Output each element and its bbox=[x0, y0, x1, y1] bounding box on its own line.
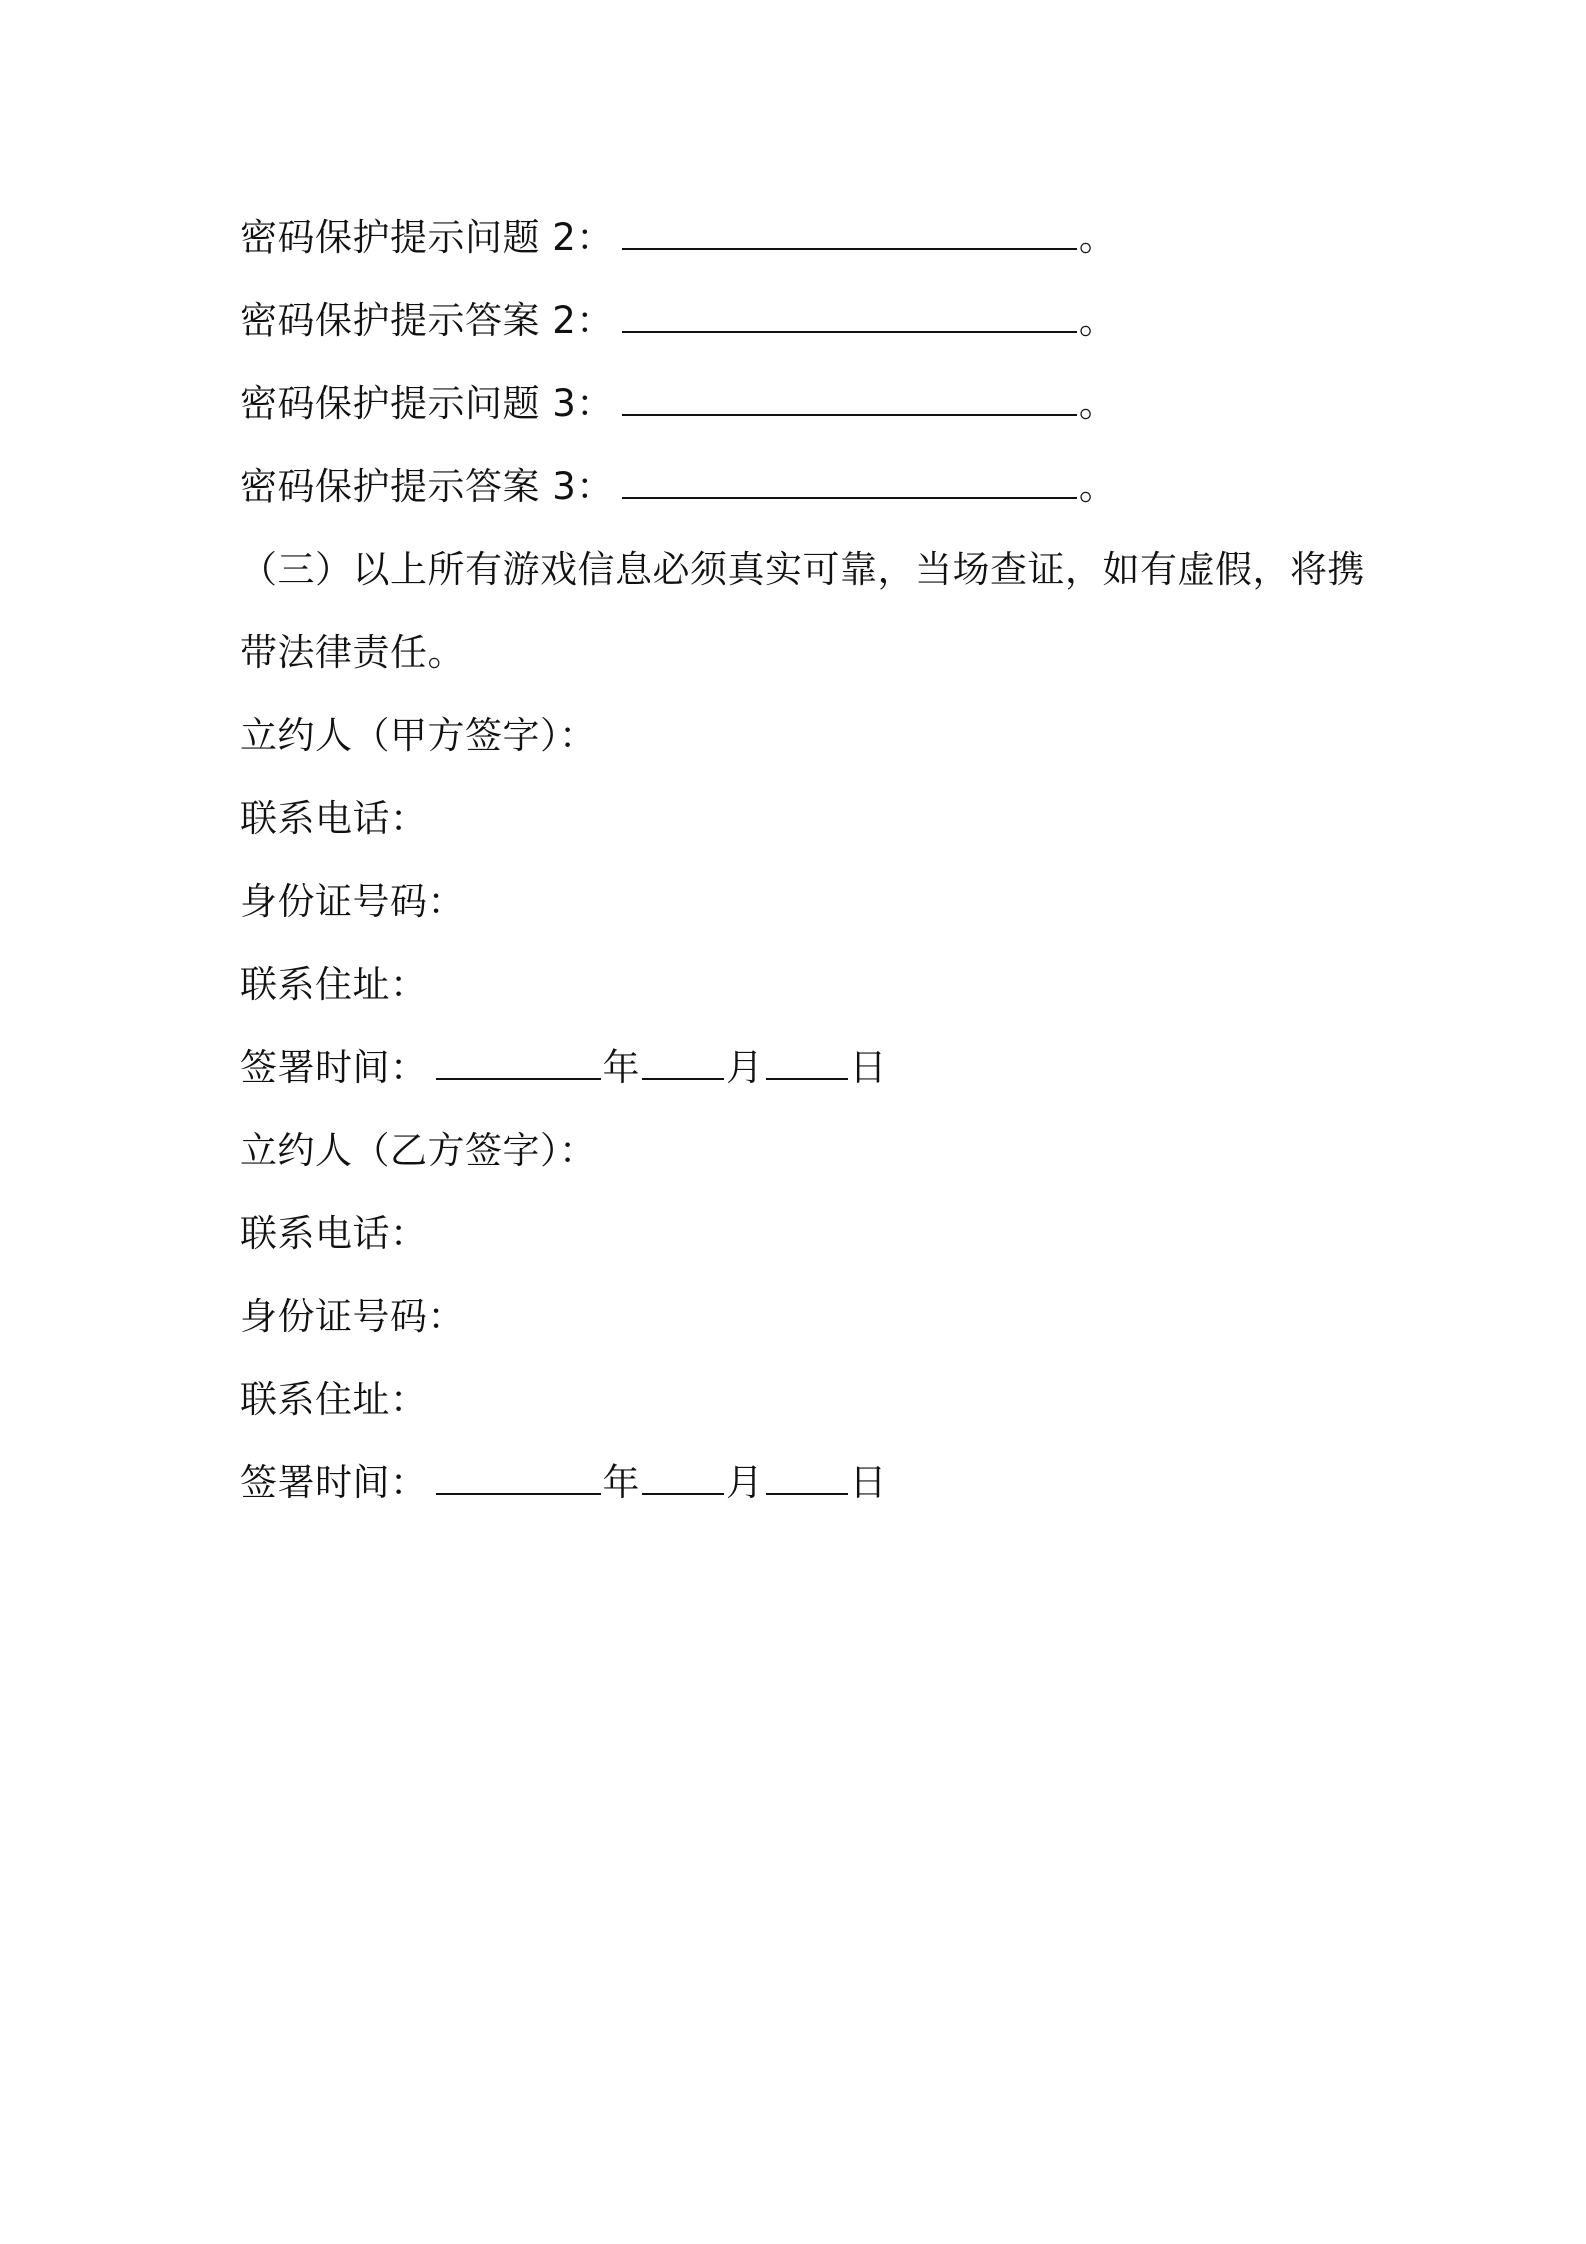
password-question-2-blank[interactable] bbox=[622, 204, 1077, 250]
password-answer-2-label: 密码保护提示答案 2： bbox=[240, 299, 614, 342]
party-a-sign-date bbox=[240, 1026, 1360, 1109]
password-answer-2-end: 。 bbox=[1078, 299, 1117, 342]
party-a-date-label: 签署时间： bbox=[240, 1046, 428, 1089]
party-a-signer: 立约人（甲方签字）： bbox=[240, 714, 597, 757]
party-b-day-blank[interactable] bbox=[766, 1449, 848, 1495]
party-b-date-label: 签署时间： bbox=[240, 1461, 428, 1504]
password-answer-3-end: 。 bbox=[1078, 465, 1117, 508]
party-b-day-label: 日 bbox=[849, 1461, 887, 1504]
password-answer-2-line bbox=[240, 279, 1360, 362]
party-b-signer: 立约人（乙方签字）： bbox=[240, 1129, 597, 1172]
password-question-2-end: 。 bbox=[1078, 216, 1117, 259]
password-question-3-blank[interactable] bbox=[622, 370, 1077, 416]
party-a-month-blank[interactable] bbox=[642, 1034, 724, 1080]
party-b-sign-date bbox=[240, 1441, 1360, 1524]
party-b-year-blank[interactable] bbox=[436, 1449, 601, 1495]
password-answer-3-label: 密码保护提示答案 3： bbox=[240, 465, 614, 508]
party-b-year-label: 年 bbox=[602, 1461, 640, 1504]
password-question-2-line bbox=[240, 196, 1360, 279]
password-answer-2-blank[interactable] bbox=[622, 287, 1077, 333]
password-question-3-label: 密码保护提示问题 3： bbox=[240, 382, 614, 425]
password-answer-3-blank[interactable] bbox=[622, 453, 1077, 499]
password-question-3-line bbox=[240, 362, 1360, 445]
clause-three-line-1: （三）以上所有游戏信息必须真实可靠，当场查证，如有虚假，将携 bbox=[240, 548, 1365, 591]
party-b-id-number: 身份证号码： bbox=[240, 1295, 465, 1338]
party-a-id-number: 身份证号码： bbox=[240, 880, 465, 923]
party-a-day-label: 日 bbox=[849, 1046, 887, 1089]
party-b-month-label: 月 bbox=[726, 1461, 764, 1504]
party-b-address: 联系住址： bbox=[240, 1378, 428, 1421]
document-body bbox=[240, 196, 1365, 1524]
party-a-year-blank[interactable] bbox=[436, 1034, 601, 1080]
password-question-2-label: 密码保护提示问题 2： bbox=[240, 216, 614, 259]
clause-three-line-2: 带法律责任。 bbox=[240, 631, 465, 674]
party-a-day-blank[interactable] bbox=[766, 1034, 848, 1080]
party-b-month-blank[interactable] bbox=[642, 1449, 724, 1495]
party-a-address: 联系住址： bbox=[240, 963, 428, 1006]
party-a-phone: 联系电话： bbox=[240, 797, 428, 840]
password-question-3-end: 。 bbox=[1078, 382, 1117, 425]
password-answer-3-line bbox=[240, 445, 1360, 528]
party-b-phone: 联系电话： bbox=[240, 1212, 428, 1255]
party-a-year-label: 年 bbox=[602, 1046, 640, 1089]
party-a-month-label: 月 bbox=[726, 1046, 764, 1089]
